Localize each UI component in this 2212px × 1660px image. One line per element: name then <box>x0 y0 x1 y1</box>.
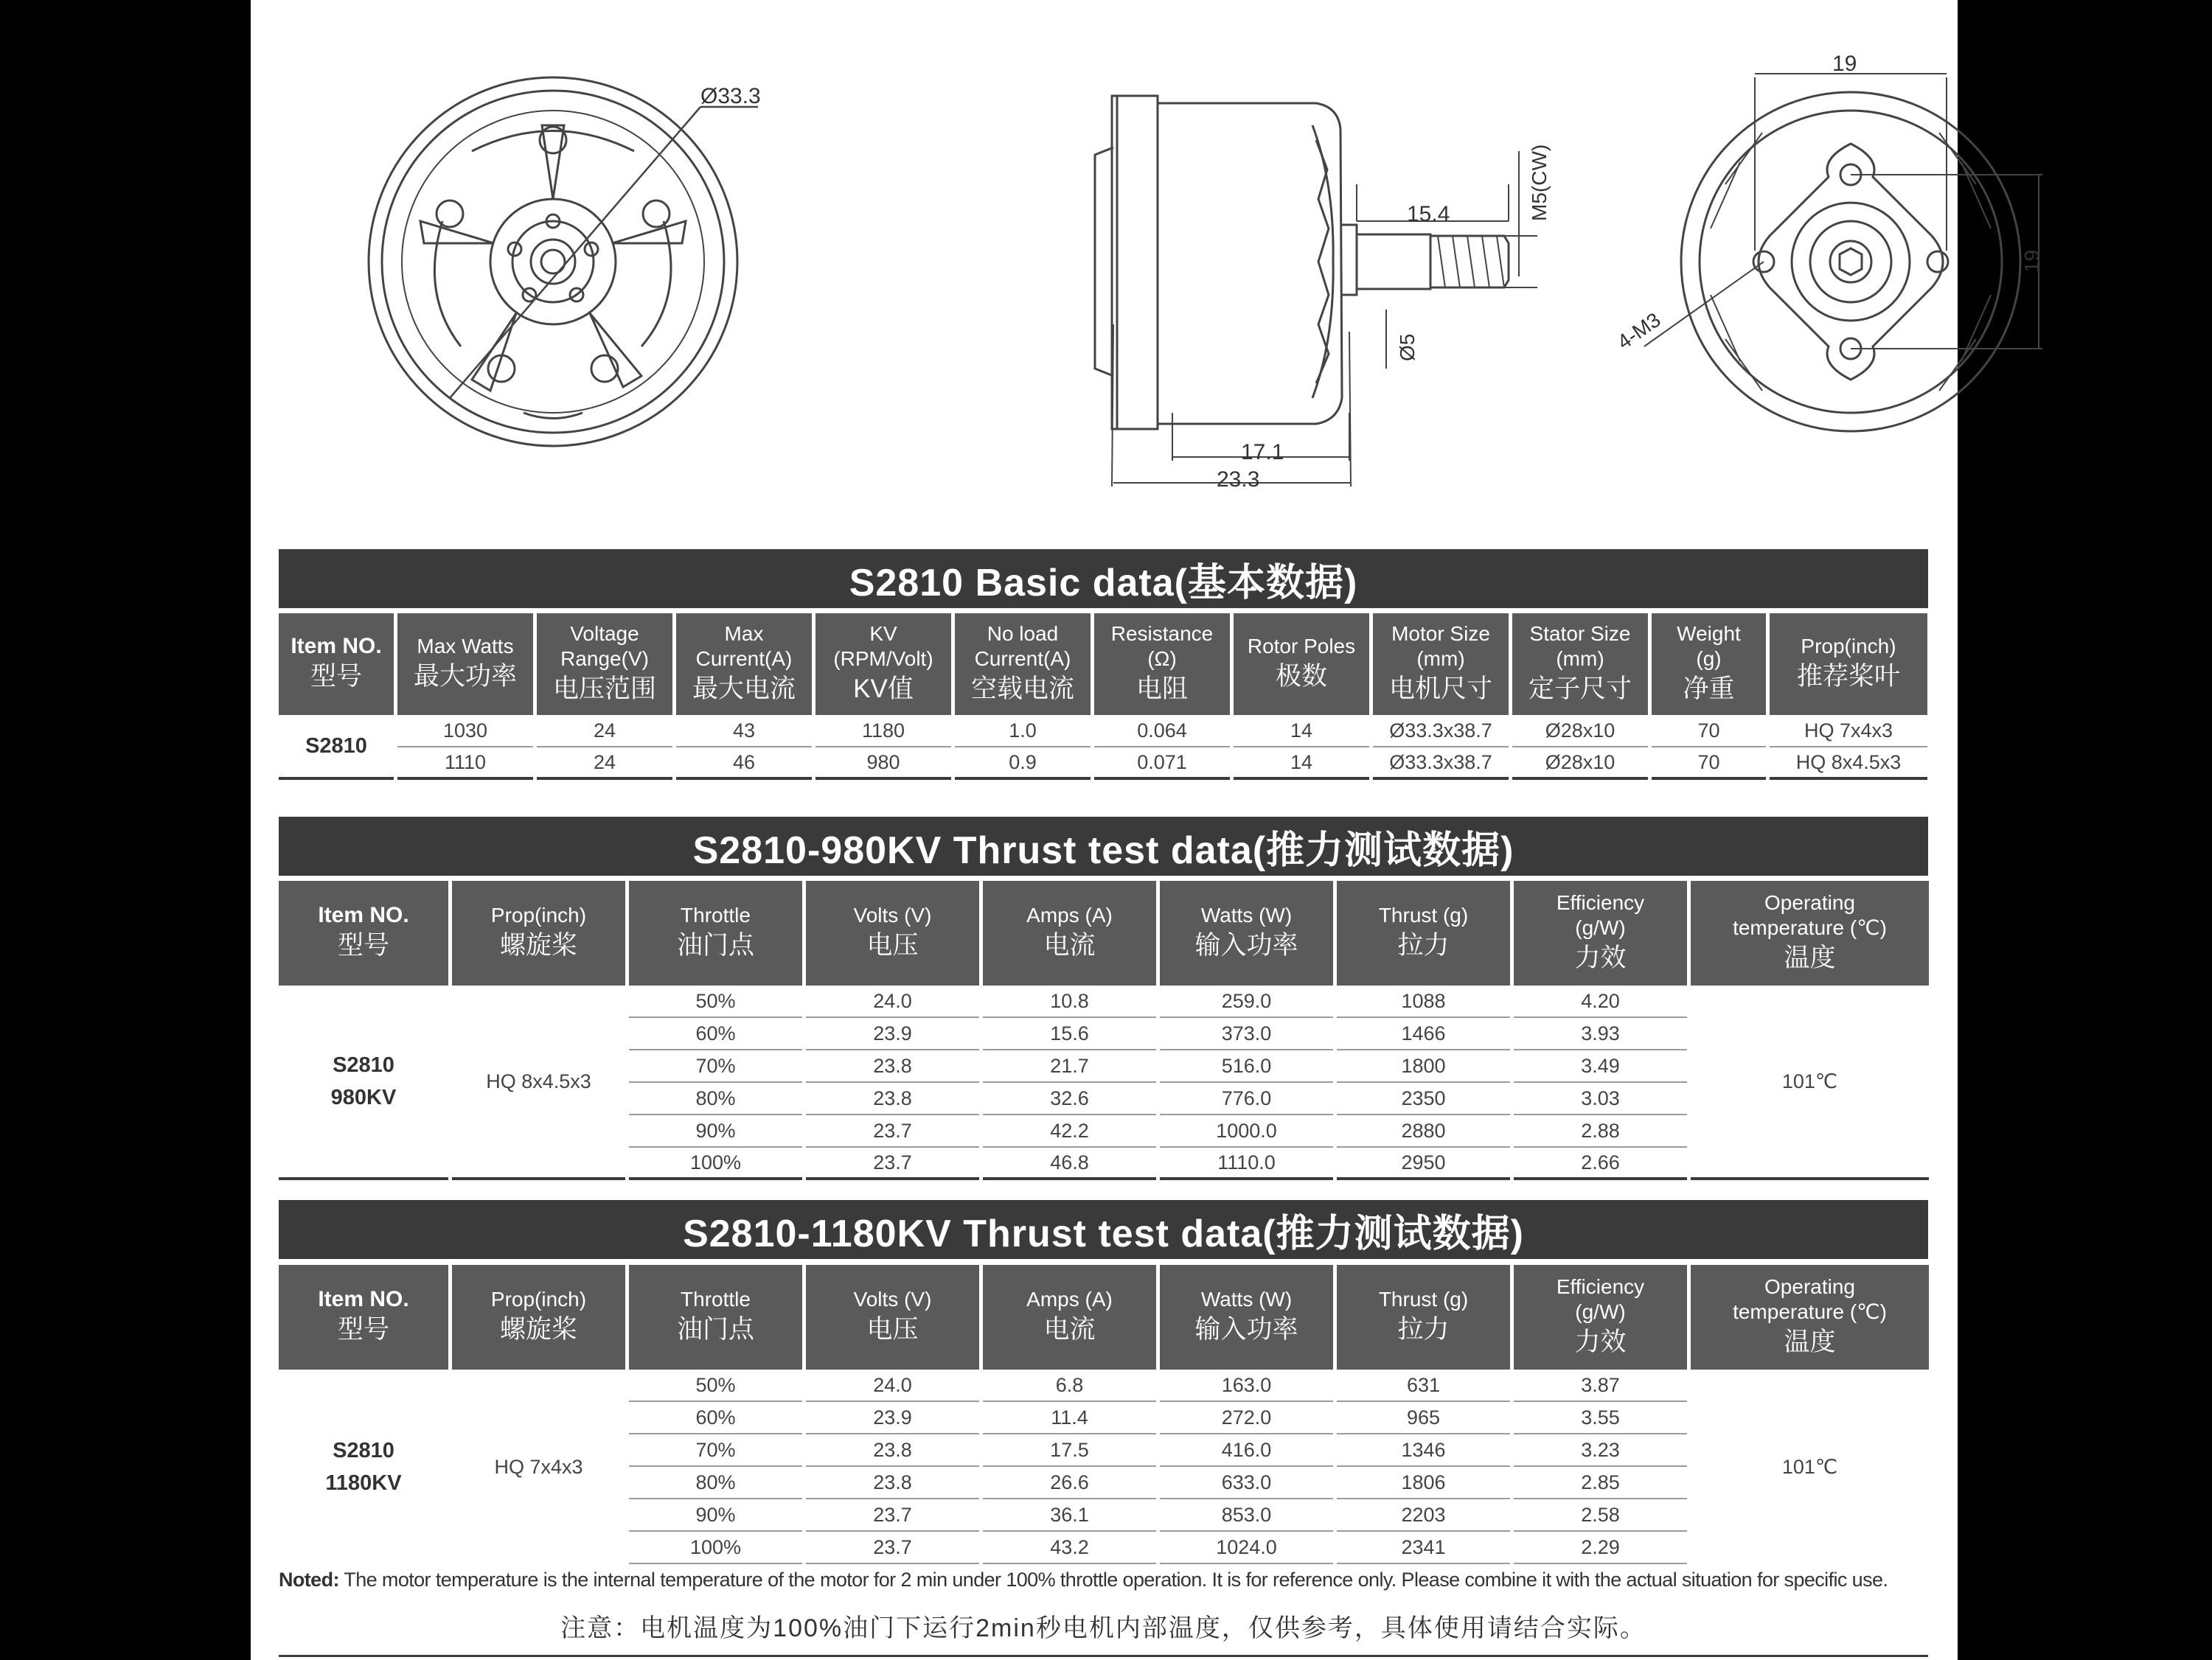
table-cell: 3.23 <box>1514 1434 1687 1467</box>
table-row <box>279 986 1929 1018</box>
table-cell: 43 <box>676 715 812 747</box>
table-cell: 14 <box>1234 715 1369 747</box>
table-cell: 90% <box>629 1499 802 1532</box>
basic-row <box>279 747 1927 780</box>
motor-drawings <box>251 0 2043 531</box>
thrust-1180kv-title: S2810-1180KV Thrust test data(推力测试数据) <box>279 1200 1928 1259</box>
table-cell: 23.7 <box>806 1148 979 1180</box>
table-cell: Ø33.3x38.7 <box>1373 715 1509 747</box>
thrust-980kv-table <box>275 881 1933 1180</box>
table-cell: 373.0 <box>1160 1018 1333 1050</box>
table-cell: 24.0 <box>806 986 979 1018</box>
table-cell: 1180 <box>815 715 951 747</box>
table-cell: 23.7 <box>806 1499 979 1532</box>
table-cell: 2.85 <box>1514 1467 1687 1499</box>
basic-data-title: S2810 Basic data(基本数据) <box>279 549 1928 608</box>
table-cell: 2341 <box>1337 1532 1510 1564</box>
table-cell: 60% <box>629 1402 802 1434</box>
mount-height-label: 19 <box>2020 249 2043 273</box>
bottom-rule <box>279 1655 1928 1657</box>
thrust-980-prop: HQ 8x4.5x3 <box>452 986 625 1180</box>
hdr-item: Item NO. 型号 <box>279 881 448 986</box>
table-cell: 100% <box>629 1148 802 1180</box>
table-cell: 80% <box>629 1467 802 1499</box>
table-cell: 3.55 <box>1514 1402 1687 1434</box>
table-cell: 43.2 <box>983 1532 1156 1564</box>
table-cell: 2.29 <box>1514 1532 1687 1564</box>
table-cell: 70 <box>1652 715 1766 747</box>
table-cell: 36.1 <box>983 1499 1156 1532</box>
table-cell: 14 <box>1234 747 1369 780</box>
table-cell: 42.2 <box>983 1115 1156 1148</box>
hdr-temperature: Operating temperature (℃) 温度 <box>1691 1265 1929 1370</box>
table-cell: 70% <box>629 1434 802 1467</box>
table-cell: 2.66 <box>1514 1148 1687 1180</box>
note-label: Noted: <box>279 1569 339 1591</box>
hdr-stator-size: Stator Size (mm) 定子尺寸 <box>1512 613 1648 715</box>
table-cell: 60% <box>629 1018 802 1050</box>
table-cell: 6.8 <box>983 1370 1156 1402</box>
hdr-thrust: Thrust (g) 拉力 <box>1337 881 1510 986</box>
table-cell: 2950 <box>1337 1148 1510 1180</box>
table-cell: 50% <box>629 986 802 1018</box>
notes <box>279 1569 1928 1644</box>
thrust-1180-temp: 101℃ <box>1691 1370 1929 1564</box>
table-cell: 163.0 <box>1160 1370 1333 1402</box>
thrust-1180-item: S2810 1180KV <box>279 1370 448 1564</box>
table-cell: 259.0 <box>1160 986 1333 1018</box>
table-cell: 0.064 <box>1094 715 1230 747</box>
table-cell: 21.7 <box>983 1050 1156 1083</box>
table-cell: 17.5 <box>983 1434 1156 1467</box>
rear-view-drawing <box>1644 74 2042 431</box>
table-cell: HQ 8x4.5x3 <box>1770 747 1927 780</box>
hdr-item: Item NO. 型号 <box>279 1265 448 1370</box>
table-cell: 0.9 <box>955 747 1091 780</box>
table-cell: 853.0 <box>1160 1499 1333 1532</box>
table-cell: 23.8 <box>806 1050 979 1083</box>
table-cell: 70 <box>1652 747 1766 780</box>
hdr-amps: Amps (A) 电流 <box>983 1265 1156 1370</box>
table-cell: 2.58 <box>1514 1499 1687 1532</box>
table-cell: 965 <box>1337 1402 1510 1434</box>
table-cell: 1806 <box>1337 1467 1510 1499</box>
hdr-prop: Prop(inch) 推荐桨叶 <box>1770 613 1927 715</box>
front-diameter-label: Ø33.3 <box>700 84 761 108</box>
hdr-no-load: No load Current(A) 空载电流 <box>955 613 1091 715</box>
side-view-drawing <box>1095 96 1537 487</box>
hdr-motor-size: Motor Size (mm) 电机尺寸 <box>1373 613 1509 715</box>
hdr-item: Item NO. 型号 <box>279 613 394 715</box>
table-cell: 1.0 <box>955 715 1091 747</box>
hdr-thrust: Thrust (g) 拉力 <box>1337 1265 1510 1370</box>
table-cell: 46 <box>676 747 812 780</box>
mount-holes-label: 4-M3 <box>1613 307 1665 354</box>
basic-row <box>279 715 1927 747</box>
table-cell: 46.8 <box>983 1148 1156 1180</box>
thrust-980-temp: 101℃ <box>1691 986 1929 1180</box>
basic-header-row <box>279 613 1927 715</box>
table-cell: 633.0 <box>1160 1467 1333 1499</box>
hdr-max-current: Max Current(A) 最大电流 <box>676 613 812 715</box>
hdr-rotor-poles: Rotor Poles 极数 <box>1234 613 1369 715</box>
table-cell: 23.7 <box>806 1532 979 1564</box>
table-cell: 1024.0 <box>1160 1532 1333 1564</box>
table-cell: 416.0 <box>1160 1434 1333 1467</box>
table-cell: 100% <box>629 1532 802 1564</box>
hdr-prop: Prop(inch) 螺旋桨 <box>452 1265 625 1370</box>
hdr-watts: Watts (W) 输入功率 <box>1160 1265 1333 1370</box>
table-cell: Ø33.3x38.7 <box>1373 747 1509 780</box>
note-english <box>279 1569 1928 1591</box>
table-cell: 24 <box>537 747 672 780</box>
table-cell: HQ 7x4x3 <box>1770 715 1927 747</box>
table-cell: 10.8 <box>983 986 1156 1018</box>
table-cell: 272.0 <box>1160 1402 1333 1434</box>
thrust-980kv-title: S2810-980KV Thrust test data(推力测试数据) <box>279 817 1928 876</box>
table-cell: 50% <box>629 1370 802 1402</box>
shaft-diameter-label: Ø5 <box>1396 333 1419 361</box>
table-cell: 1088 <box>1337 986 1510 1018</box>
table-cell: 1110 <box>397 747 533 780</box>
front-view-drawing <box>369 77 758 446</box>
hdr-max-watts: Max Watts 最大功率 <box>397 613 533 715</box>
table-cell: 80% <box>629 1083 802 1115</box>
table-cell: 4.20 <box>1514 986 1687 1018</box>
mount-width-label: 19 <box>1832 52 1857 76</box>
note-chinese: 注意：电机温度为100%油门下运行2min秒电机内部温度，仅供参考，具体使用请结合实际。 <box>560 1614 1646 1642</box>
thrust-1180-header-row <box>279 1265 1929 1370</box>
table-cell: 2.88 <box>1514 1115 1687 1148</box>
basic-data-table <box>275 613 1931 780</box>
total-length-label: 23.3 <box>1217 467 1260 492</box>
hdr-kv: KV (RPM/Volt) KV值 <box>815 613 951 715</box>
hdr-volts: Volts (V) 电压 <box>806 1265 979 1370</box>
table-cell: 3.93 <box>1514 1018 1687 1050</box>
table-cell: 26.6 <box>983 1467 1156 1499</box>
table-cell: 11.4 <box>983 1402 1156 1434</box>
table-cell: 0.071 <box>1094 747 1230 780</box>
table-cell: 23.9 <box>806 1018 979 1050</box>
basic-item-cell: S2810 <box>279 715 394 780</box>
table-cell: 1030 <box>397 715 533 747</box>
hdr-throttle: Throttle 油门点 <box>629 881 802 986</box>
table-cell: Ø28x10 <box>1512 747 1648 780</box>
table-cell: 1466 <box>1337 1018 1510 1050</box>
table-cell: 2350 <box>1337 1083 1510 1115</box>
table-cell: 32.6 <box>983 1083 1156 1115</box>
table-cell: 1800 <box>1337 1050 1510 1083</box>
hdr-voltage: Voltage Range(V) 电压范围 <box>537 613 672 715</box>
table-cell: 90% <box>629 1115 802 1148</box>
table-cell: 1110.0 <box>1160 1148 1333 1180</box>
thrust-980-item: S2810 980KV <box>279 986 448 1180</box>
spec-sheet <box>251 0 2043 1660</box>
hdr-volts: Volts (V) 电压 <box>806 881 979 986</box>
thread-label: M5(CW) <box>1528 144 1551 221</box>
hdr-watts: Watts (W) 输入功率 <box>1160 881 1333 986</box>
table-cell: 3.03 <box>1514 1083 1687 1115</box>
hdr-temperature: Operating temperature (℃) 温度 <box>1691 881 1929 986</box>
table-cell: 70% <box>629 1050 802 1083</box>
table-cell: 23.9 <box>806 1402 979 1434</box>
hdr-weight: Weight (g) 净重 <box>1652 613 1766 715</box>
table-cell: 2880 <box>1337 1115 1510 1148</box>
hdr-efficiency: Efficiency (g/W) 力效 <box>1514 881 1687 986</box>
shaft-length-label: 15.4 <box>1407 202 1450 226</box>
table-row <box>279 1370 1929 1402</box>
table-cell: 3.87 <box>1514 1370 1687 1402</box>
note-english-text: The motor temperature is the internal temperature of the motor for 2 min under 100% throttle operation. It is for reference only. Please combine it with the actual situation for specific use. <box>338 1569 1888 1591</box>
table-cell: 24 <box>537 715 672 747</box>
table-cell: 23.7 <box>806 1115 979 1148</box>
thrust-980-header-row <box>279 881 1929 986</box>
table-cell: 2203 <box>1337 1499 1510 1532</box>
thrust-1180-prop: HQ 7x4x3 <box>452 1370 625 1564</box>
table-cell: 15.6 <box>983 1018 1156 1050</box>
body-length-label: 17.1 <box>1241 440 1284 464</box>
table-cell: 23.8 <box>806 1467 979 1499</box>
table-cell: 516.0 <box>1160 1050 1333 1083</box>
table-cell: 776.0 <box>1160 1083 1333 1115</box>
table-cell: 1000.0 <box>1160 1115 1333 1148</box>
table-cell: 3.49 <box>1514 1050 1687 1083</box>
hdr-efficiency: Efficiency (g/W) 力效 <box>1514 1265 1687 1370</box>
table-cell: 23.8 <box>806 1434 979 1467</box>
thrust-1180kv-table <box>275 1265 1933 1564</box>
table-cell: 23.8 <box>806 1083 979 1115</box>
hdr-prop: Prop(inch) 螺旋桨 <box>452 881 625 986</box>
table-cell: 1346 <box>1337 1434 1510 1467</box>
table-cell: Ø28x10 <box>1512 715 1648 747</box>
table-cell: 631 <box>1337 1370 1510 1402</box>
hdr-amps: Amps (A) 电流 <box>983 881 1156 986</box>
hdr-throttle: Throttle 油门点 <box>629 1265 802 1370</box>
table-cell: 24.0 <box>806 1370 979 1402</box>
table-cell: 980 <box>815 747 951 780</box>
hdr-resistance: Resistance (Ω) 电阻 <box>1094 613 1230 715</box>
